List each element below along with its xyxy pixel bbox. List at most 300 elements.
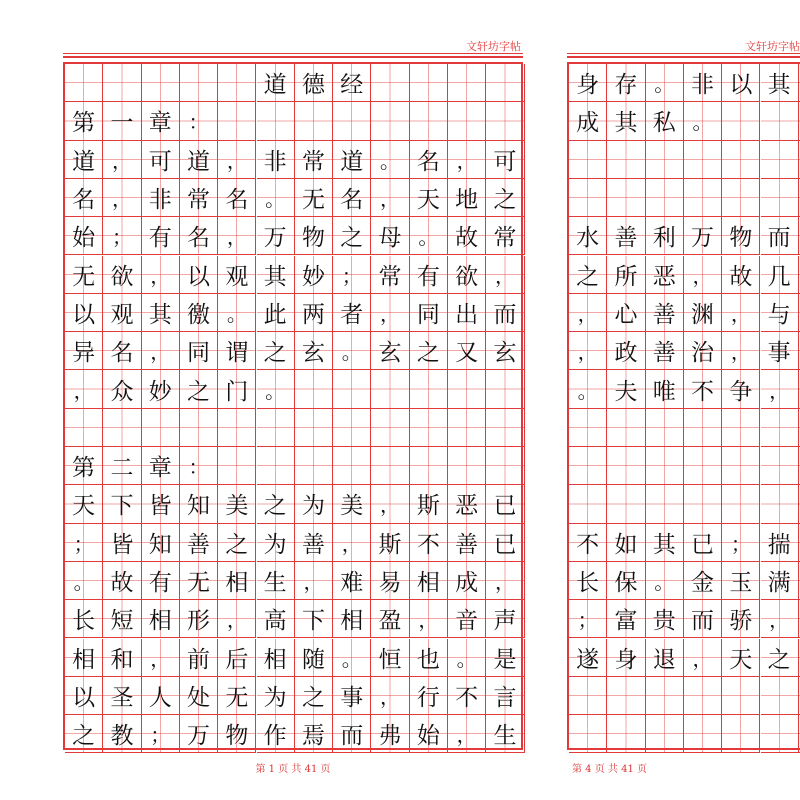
grid-cell: 无 xyxy=(180,562,218,600)
grid-cell: 名 xyxy=(180,217,218,255)
grid-cell: ， xyxy=(218,217,256,255)
grid-cell: 故 xyxy=(103,562,141,600)
grid-cell xyxy=(684,447,722,485)
grid-cell: 骄 xyxy=(722,600,760,638)
grid-cell: 遂 xyxy=(569,639,607,677)
grid-cell: 美 xyxy=(218,485,256,523)
grid-cell: 为 xyxy=(295,485,333,523)
grid-cell: 焉 xyxy=(295,715,333,753)
grid-cell: ， xyxy=(761,600,799,638)
grid-cell: 是 xyxy=(486,639,524,677)
character-grid xyxy=(63,62,523,750)
page-footer: 第 4 页 共 41 页 xyxy=(572,764,647,775)
grid-cell: 无 xyxy=(218,677,256,715)
grid-cell: ， xyxy=(218,600,256,638)
grid-cell: 故 xyxy=(448,217,486,255)
grid-cell xyxy=(257,102,295,140)
grid-cell: 退 xyxy=(646,639,684,677)
grid-cell: 之 xyxy=(218,524,256,562)
header-rule-thick xyxy=(63,56,523,58)
grid-cell: 易 xyxy=(371,562,409,600)
grid-cell xyxy=(371,370,409,408)
grid-cell: 治 xyxy=(684,332,722,370)
grid-cell xyxy=(218,64,256,102)
grid-cell: 常 xyxy=(180,179,218,217)
grid-cell: 下 xyxy=(103,485,141,523)
grid-cell: 相 xyxy=(218,562,256,600)
grid-cell: 名 xyxy=(218,179,256,217)
grid-cell: 成 xyxy=(569,102,607,140)
header-rule-thick xyxy=(567,56,800,58)
grid-cell: 同 xyxy=(410,294,448,332)
grid-cell: ， xyxy=(761,370,799,408)
grid-cell: ， xyxy=(722,332,760,370)
grid-cell xyxy=(486,102,524,140)
grid-cell: 形 xyxy=(180,600,218,638)
grid-cell: 揣 xyxy=(761,524,799,562)
grid-cell: 事 xyxy=(761,332,799,370)
grid-cell xyxy=(103,64,141,102)
grid-cell: 善 xyxy=(646,332,684,370)
grid-cell: 长 xyxy=(65,600,103,638)
grid-cell xyxy=(646,447,684,485)
grid-cell: 。 xyxy=(646,64,684,102)
grid-cell: 生 xyxy=(486,715,524,753)
grid-cell: 之 xyxy=(410,332,448,370)
grid-cell xyxy=(646,179,684,217)
grid-cell: ， xyxy=(103,141,141,179)
grid-cell xyxy=(646,677,684,715)
grid-cell xyxy=(761,447,799,485)
grid-cell: ， xyxy=(486,256,524,294)
grid-cell: 。 xyxy=(333,332,371,370)
grid-cell: ； xyxy=(103,217,141,255)
grid-cell xyxy=(218,102,256,140)
grid-cell: 非 xyxy=(257,141,295,179)
grid-cell: 无 xyxy=(295,179,333,217)
grid-cell xyxy=(646,409,684,447)
grid-cell: 其 xyxy=(257,256,295,294)
grid-cell: 。 xyxy=(569,370,607,408)
grid-cell: 已 xyxy=(486,524,524,562)
grid-cell: 弗 xyxy=(371,715,409,753)
grid-cell: 出 xyxy=(448,294,486,332)
grid-cell: ； xyxy=(142,715,180,753)
grid-cell: 而 xyxy=(761,217,799,255)
grid-cell: 其 xyxy=(607,102,645,140)
grid-cell xyxy=(410,370,448,408)
grid-cell: ： xyxy=(180,447,218,485)
grid-cell: 可 xyxy=(486,141,524,179)
grid-cell: 玄 xyxy=(295,332,333,370)
grid-cell: 。 xyxy=(448,639,486,677)
grid-cell xyxy=(65,409,103,447)
grid-cell: 玉 xyxy=(722,562,760,600)
grid-cell: 可 xyxy=(142,141,180,179)
grid-cell xyxy=(569,485,607,523)
grid-cell: 天 xyxy=(410,179,448,217)
grid-cell: 。 xyxy=(410,217,448,255)
grid-cell: ， xyxy=(103,179,141,217)
grid-cell: 教 xyxy=(103,715,141,753)
grid-cell: 两 xyxy=(295,294,333,332)
grid-cell: ， xyxy=(65,370,103,408)
grid-cell: 章 xyxy=(142,447,180,485)
grid-cell xyxy=(486,409,524,447)
grid-cell xyxy=(448,102,486,140)
grid-cell xyxy=(684,485,722,523)
grid-cell: 争 xyxy=(722,370,760,408)
grid-cell xyxy=(722,409,760,447)
grid-cell: 不 xyxy=(410,524,448,562)
grid-cell: 成 xyxy=(448,562,486,600)
grid-cell xyxy=(761,677,799,715)
grid-cell: 之 xyxy=(295,677,333,715)
grid-cell: 有 xyxy=(142,217,180,255)
grid-cell xyxy=(486,370,524,408)
grid-cell: 二 xyxy=(103,447,141,485)
grid-cell: 玄 xyxy=(486,332,524,370)
grid-cell xyxy=(607,447,645,485)
grid-cell: ， xyxy=(142,256,180,294)
grid-cell: 知 xyxy=(180,485,218,523)
grid-cell: 圣 xyxy=(103,677,141,715)
grid-cell: 音 xyxy=(448,600,486,638)
grid-cell: 不 xyxy=(448,677,486,715)
grid-cell xyxy=(607,677,645,715)
grid-cell: 物 xyxy=(722,217,760,255)
grid-cell: 而 xyxy=(333,715,371,753)
grid-cell: 物 xyxy=(218,715,256,753)
grid-cell: 所 xyxy=(607,256,645,294)
grid-cell: 德 xyxy=(295,64,333,102)
grid-cell: 欲 xyxy=(448,256,486,294)
grid-cell: 其 xyxy=(761,64,799,102)
grid-cell: 利 xyxy=(646,217,684,255)
grid-cell: 观 xyxy=(103,294,141,332)
grid-cell: ， xyxy=(410,600,448,638)
grid-cell: 不 xyxy=(684,370,722,408)
grid-cell xyxy=(761,141,799,179)
grid-cell: 短 xyxy=(103,600,141,638)
grid-cell: 以 xyxy=(65,677,103,715)
grid-cell: 之 xyxy=(486,179,524,217)
grid-cell xyxy=(722,485,760,523)
grid-cell: 而 xyxy=(684,600,722,638)
grid-cell xyxy=(607,141,645,179)
grid-cell: 人 xyxy=(142,677,180,715)
grid-cell: 与 xyxy=(761,294,799,332)
grid-cell: 观 xyxy=(218,256,256,294)
grid-cell xyxy=(371,102,409,140)
grid-cell xyxy=(295,447,333,485)
grid-cell: 章 xyxy=(142,102,180,140)
grid-cell: ， xyxy=(295,562,333,600)
grid-cell: 已 xyxy=(684,524,722,562)
grid-cell: 。 xyxy=(257,179,295,217)
grid-cell: 不 xyxy=(569,524,607,562)
grid-cell: 夫 xyxy=(607,370,645,408)
grid-cell: 非 xyxy=(684,64,722,102)
grid-cell: 身 xyxy=(569,64,607,102)
grid-cell xyxy=(180,409,218,447)
grid-cell: ， xyxy=(142,332,180,370)
grid-cell: 妙 xyxy=(295,256,333,294)
header-rule-thin xyxy=(63,53,523,54)
grid-cell: 作 xyxy=(257,715,295,753)
grid-cell: 妙 xyxy=(142,370,180,408)
grid-cell: ， xyxy=(569,294,607,332)
grid-cell: 和 xyxy=(103,639,141,677)
grid-cell: 其 xyxy=(646,524,684,562)
grid-cell xyxy=(684,677,722,715)
grid-cell: 以 xyxy=(65,294,103,332)
grid-cell: ， xyxy=(722,294,760,332)
grid-cell xyxy=(218,409,256,447)
grid-cell xyxy=(410,447,448,485)
grid-cell: 名 xyxy=(103,332,141,370)
grid-cell: ， xyxy=(448,141,486,179)
grid-cell xyxy=(371,447,409,485)
grid-cell xyxy=(333,102,371,140)
grid-cell: 行 xyxy=(410,677,448,715)
grid-cell: 相 xyxy=(410,562,448,600)
grid-cell: 政 xyxy=(607,332,645,370)
grid-cell xyxy=(684,409,722,447)
grid-cell: 以 xyxy=(180,256,218,294)
grid-cell: 善 xyxy=(295,524,333,562)
grid-cell xyxy=(295,409,333,447)
grid-cell xyxy=(722,447,760,485)
grid-cell xyxy=(65,64,103,102)
grid-cell: 如 xyxy=(607,524,645,562)
grid-cell: 名 xyxy=(333,179,371,217)
grid-cell: 。 xyxy=(646,562,684,600)
grid-cell: ， xyxy=(448,715,486,753)
grid-cell: 水 xyxy=(569,217,607,255)
grid-cell: ， xyxy=(142,639,180,677)
grid-cell: ， xyxy=(371,677,409,715)
grid-cell: ： xyxy=(180,102,218,140)
grid-cell: 万 xyxy=(180,715,218,753)
grid-cell xyxy=(448,409,486,447)
grid-cell: 之 xyxy=(180,370,218,408)
grid-cell: 皆 xyxy=(103,524,141,562)
grid-cell: 也 xyxy=(410,639,448,677)
grid-cell: 皆 xyxy=(142,485,180,523)
grid-cell xyxy=(646,485,684,523)
grid-cell: ； xyxy=(333,256,371,294)
grid-cell: 故 xyxy=(722,256,760,294)
grid-cell xyxy=(569,409,607,447)
grid-cell: 第 xyxy=(65,102,103,140)
grid-cell: 物 xyxy=(295,217,333,255)
grid-cell: 事 xyxy=(333,677,371,715)
grid-cell: ， xyxy=(486,562,524,600)
grid-cell: 前 xyxy=(180,639,218,677)
grid-cell: 恒 xyxy=(371,639,409,677)
grid-cell xyxy=(607,715,645,753)
grid-cell: ， xyxy=(684,639,722,677)
grid-cell: 此 xyxy=(257,294,295,332)
grid-cell xyxy=(722,141,760,179)
grid-cell: 第 xyxy=(65,447,103,485)
grid-cell: 万 xyxy=(684,217,722,255)
grid-cell: 道 xyxy=(65,141,103,179)
grid-cell xyxy=(486,64,524,102)
grid-cell: 善 xyxy=(646,294,684,332)
grid-cell: 。 xyxy=(218,294,256,332)
grid-cell xyxy=(646,141,684,179)
grid-cell xyxy=(722,179,760,217)
grid-cell xyxy=(684,179,722,217)
grid-cell: 为 xyxy=(257,524,295,562)
grid-cell: 斯 xyxy=(371,524,409,562)
grid-cell: 富 xyxy=(607,600,645,638)
grid-cell: 。 xyxy=(257,370,295,408)
grid-cell: 美 xyxy=(333,485,371,523)
grid-cell: 异 xyxy=(65,332,103,370)
grid-cell: 非 xyxy=(142,179,180,217)
page-footer: 第 1 页 共 41 页 xyxy=(255,764,331,775)
grid-cell: 名 xyxy=(65,179,103,217)
grid-cell: 之 xyxy=(257,485,295,523)
grid-cell xyxy=(295,370,333,408)
grid-cell xyxy=(569,715,607,753)
grid-cell: ， xyxy=(569,332,607,370)
grid-cell xyxy=(448,447,486,485)
grid-cell: 相 xyxy=(142,600,180,638)
grid-cell: 名 xyxy=(410,141,448,179)
grid-cell: 常 xyxy=(295,141,333,179)
grid-cell xyxy=(142,409,180,447)
grid-cell: 门 xyxy=(218,370,256,408)
header-rule-thin xyxy=(567,53,800,54)
grid-cell: 相 xyxy=(65,639,103,677)
grid-cell: 者 xyxy=(333,294,371,332)
grid-cell: 随 xyxy=(295,639,333,677)
grid-cell: 言 xyxy=(486,677,524,715)
grid-cell xyxy=(218,447,256,485)
grid-cell: 始 xyxy=(410,715,448,753)
grid-cell xyxy=(410,64,448,102)
grid-cell xyxy=(448,370,486,408)
grid-cell xyxy=(180,64,218,102)
grid-cell xyxy=(371,64,409,102)
grid-cell: 道 xyxy=(257,64,295,102)
grid-cell: 心 xyxy=(607,294,645,332)
grid-cell: 高 xyxy=(257,600,295,638)
grid-cell: 同 xyxy=(180,332,218,370)
grid-cell: 以 xyxy=(722,64,760,102)
grid-cell: 渊 xyxy=(684,294,722,332)
grid-cell: 盈 xyxy=(371,600,409,638)
grid-cell: 始 xyxy=(65,217,103,255)
grid-cell: 生 xyxy=(257,562,295,600)
grid-cell: 身 xyxy=(607,639,645,677)
grid-cell xyxy=(761,102,799,140)
grid-cell xyxy=(371,409,409,447)
grid-cell xyxy=(333,370,371,408)
grid-cell: 恶 xyxy=(448,485,486,523)
grid-cell xyxy=(569,141,607,179)
grid-cell: 其 xyxy=(142,294,180,332)
grid-cell: 。 xyxy=(65,562,103,600)
grid-cell: 恶 xyxy=(646,256,684,294)
grid-cell: 满 xyxy=(761,562,799,600)
grid-cell: 有 xyxy=(142,562,180,600)
grid-cell: 之 xyxy=(761,639,799,677)
grid-cell xyxy=(646,715,684,753)
grid-cell: 道 xyxy=(333,141,371,179)
grid-cell: 相 xyxy=(257,639,295,677)
grid-cell: 长 xyxy=(569,562,607,600)
grid-cell: 又 xyxy=(448,332,486,370)
grid-cell xyxy=(410,102,448,140)
grid-cell xyxy=(103,409,141,447)
grid-cell: 有 xyxy=(410,256,448,294)
grid-cell xyxy=(333,447,371,485)
grid-cell: 经 xyxy=(333,64,371,102)
grid-cell: ； xyxy=(65,524,103,562)
grid-cell: 后 xyxy=(218,639,256,677)
grid-cell xyxy=(761,485,799,523)
grid-cell: ， xyxy=(371,294,409,332)
brand-label: 文轩坊字帖 xyxy=(466,40,521,53)
grid-cell: 地 xyxy=(448,179,486,217)
grid-cell xyxy=(761,409,799,447)
grid-cell: 声 xyxy=(486,600,524,638)
grid-cell: 善 xyxy=(607,217,645,255)
grid-cell: 难 xyxy=(333,562,371,600)
grid-cell: 之 xyxy=(65,715,103,753)
grid-cell: 谓 xyxy=(218,332,256,370)
character-grid xyxy=(567,62,800,750)
grid-cell xyxy=(486,447,524,485)
grid-cell: 私 xyxy=(646,102,684,140)
grid-cell: 几 xyxy=(761,256,799,294)
grid-cell: 斯 xyxy=(410,485,448,523)
grid-cell xyxy=(722,715,760,753)
grid-cell xyxy=(722,102,760,140)
grid-cell xyxy=(722,677,760,715)
grid-cell xyxy=(761,179,799,217)
grid-cell: ； xyxy=(722,524,760,562)
grid-cell: 无 xyxy=(65,256,103,294)
grid-cell: 为 xyxy=(257,677,295,715)
grid-cell xyxy=(569,179,607,217)
grid-cell: ， xyxy=(684,256,722,294)
grid-cell: 道 xyxy=(180,141,218,179)
grid-cell: 之 xyxy=(257,332,295,370)
grid-cell: 母 xyxy=(371,217,409,255)
grid-cell: 保 xyxy=(607,562,645,600)
grid-cell: 善 xyxy=(448,524,486,562)
grid-cell xyxy=(684,141,722,179)
grid-cell xyxy=(410,409,448,447)
grid-cell: 处 xyxy=(180,677,218,715)
grid-cell: 贵 xyxy=(646,600,684,638)
grid-cell: 而 xyxy=(486,294,524,332)
grid-cell: ， xyxy=(371,179,409,217)
grid-cell xyxy=(569,447,607,485)
grid-cell: 存 xyxy=(607,64,645,102)
grid-cell: 常 xyxy=(371,256,409,294)
grid-cell xyxy=(257,409,295,447)
grid-cell xyxy=(569,677,607,715)
grid-cell: 欲 xyxy=(103,256,141,294)
brand-label: 文轩坊字帖 xyxy=(745,40,800,53)
